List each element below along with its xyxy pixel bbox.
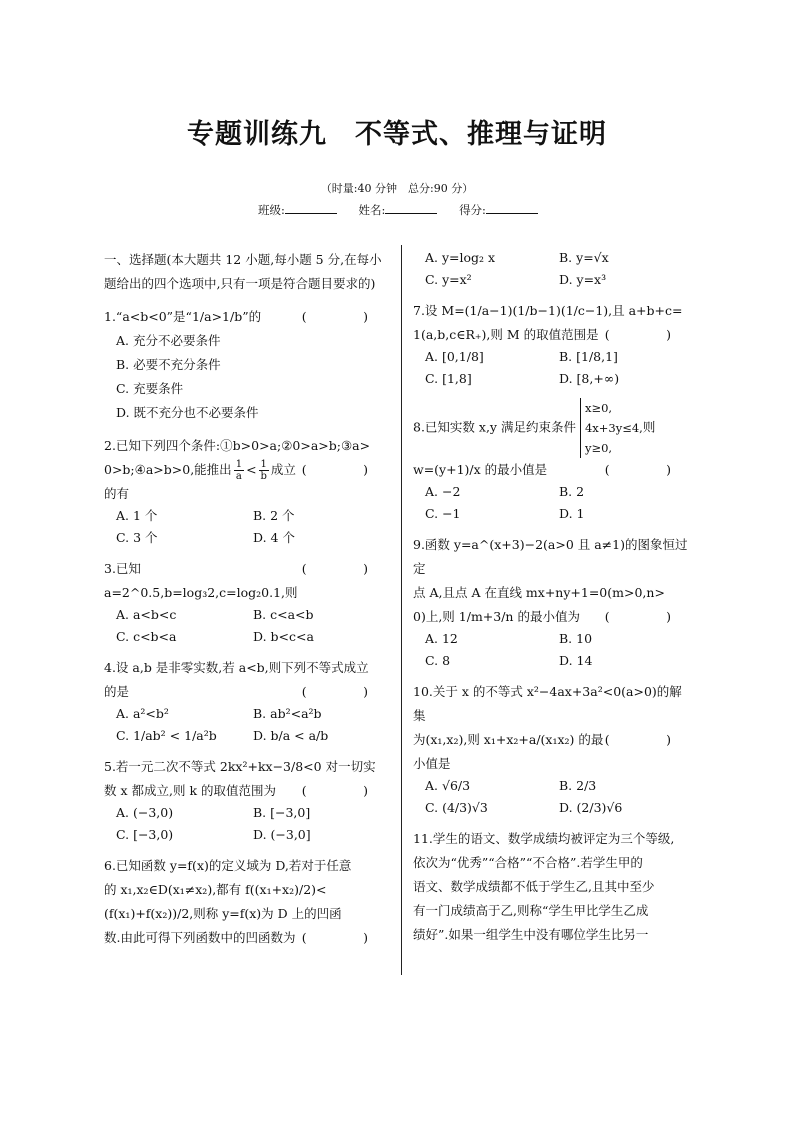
option-b: B. [1/8,1] <box>559 349 618 364</box>
option-d: D. (2/3)√6 <box>559 800 623 815</box>
question-11: 11.学生的语文、数学成绩均被评定为三个等级, 依次为“优秀”“合格”“不合格”.若学生甲的 语文、数学成绩都不低于学生乙,且其中至少 有一门成绩高于乙,则称“学生甲比学生乙成 绩好”.如果一组学生中没有哪位学生比另一 <box>413 831 675 942</box>
question-6-options <box>413 248 693 290</box>
option-b: B. 2/3 <box>559 778 597 793</box>
question-2: 2.已知下列四个条件:①b>0>a;②0>a>b;③a> ( ) 0>b;④a>b>0,能推出 $\frac{1}{a}$ < $\frac{1}{b}$ 成立的有 A. 1 个 B. 2 个 C. 3 个 D. 4 个 <box>104 434 390 548</box>
name-label: 姓名: <box>358 203 386 217</box>
constraint-system: x≥0, 4x+3y≤4, y≥0, <box>580 398 643 458</box>
question-5: 5.若一元二次不等式 2kx²+kx−3/8<0 对一切实 ( ) 数 x 都成立,则 k 的取值范围为 A. (−3,0) B. [−3,0] C. [−3,0) D. (−3,0] <box>104 755 390 845</box>
option-c: C. 8 <box>425 653 451 668</box>
option-c: C. c<b<a <box>116 629 177 644</box>
option-d: D. 1 <box>559 506 585 521</box>
option-d: D. y=x³ <box>559 272 607 287</box>
option-a: A. [0,1/8] <box>425 349 484 364</box>
column-divider <box>401 245 402 975</box>
option-d: D. 既不充分也不必要条件 <box>116 405 259 420</box>
option-b: B. 必要不充分条件 <box>116 357 221 372</box>
question-1: ( ) 1.“a<b<0”是“1/a>1/b”的 A. 充分不必要条件 B. 必要不充分条件 C. 充要条件 D. 既不充分也不必要条件 <box>104 305 390 425</box>
option-a: A. √6/3 <box>425 778 471 793</box>
option-a: A. a<b<c <box>116 607 177 622</box>
option-d: D. b<c<a <box>253 629 314 644</box>
option-a: A. −2 <box>425 484 461 499</box>
page-title: 专题训练九 不等式、推理与证明 <box>187 119 607 150</box>
option-a: A. 12 <box>425 631 458 646</box>
class-blank[interactable] <box>285 202 337 214</box>
option-b: B. 2 <box>559 484 585 499</box>
option-a: A. y=log₂ x <box>425 250 496 265</box>
option-c: C. 3 个 <box>116 530 158 545</box>
question-7: 7.设 M=(1/a−1)(1/b−1)(1/c−1),且 a+b+c= ( ) 1(a,b,c∈R₊),则 M 的取值范围是 A. [0,1/8] B. [1/8,1] C. [1,8] D. [8,+∞) <box>413 299 693 389</box>
option-a: A. a²<b² <box>116 706 169 721</box>
section-heading: 一、选择题(本大题共 12 小题,每小题 5 分,在每小题给出的四个选项中,只有一项是符合题目要求的) <box>104 252 382 291</box>
option-d: D. b/a < a/b <box>253 728 329 743</box>
question-4: 4.设 a,b 是非零实数,若 a<b,则下列不等式成立 ( ) 的是 A. a²<b² B. ab²<a²b C. 1/ab² < 1/a²b D. b/a < a/b <box>104 656 390 746</box>
option-d: D. (−3,0] <box>253 827 311 842</box>
left-column <box>104 248 390 959</box>
option-a: A. 充分不必要条件 <box>116 333 221 348</box>
name-blank[interactable] <box>385 202 437 214</box>
option-c: C. 充要条件 <box>116 381 184 396</box>
question-10: 10.关于 x 的不等式 x²−4ax+3a²<0(a>0)的解集 ( ) 为(x₁,x₂),则 x₁+x₂+a/(x₁x₂) 的最小值是 A. √6/3 B. 2/3 C. (4/3)√3 D. (2/3)√6 <box>413 680 693 818</box>
option-c: C. 1/ab² < 1/a²b <box>116 728 217 743</box>
option-d: D. 4 个 <box>253 530 295 545</box>
score-label: 得分: <box>459 203 486 217</box>
fraction: $\frac{1}{b}$ <box>260 459 267 482</box>
option-c: C. (4/3)√3 <box>425 800 488 815</box>
question-6: 6.已知函数 y=f(x)的定义域为 D,若对于任意 的 x₁,x₂∈D(x₁≠x₂),都有 f((x₁+x₂)/2)< (f(x₁)+f(x₂))/2,则称 y=f(x)为 D 上的凹函 ( ) 数.由此可得下列函数中的凹函数为 <box>104 858 390 945</box>
option-b: B. [−3,0] <box>253 805 311 820</box>
option-b: B. 10 <box>559 631 593 646</box>
score-blank[interactable] <box>486 202 538 214</box>
option-b: B. 2 个 <box>253 508 295 523</box>
class-label: 班级: <box>258 203 285 217</box>
option-b: B. y=√x <box>559 250 609 265</box>
option-c: C. y=x² <box>425 272 472 287</box>
option-a: A. (−3,0) <box>116 805 174 820</box>
option-c: C. [1,8] <box>425 371 472 386</box>
option-c: C. −1 <box>425 506 461 521</box>
right-column <box>413 248 693 956</box>
question-8: 8.已知实数 x,y 满足约束条件 x≥0, 4x+3y≤4, y≥0,则 ( ) w=(y+1)/x 的最小值是 A. −2 B. 2 C. −1 D. 1 <box>413 398 693 524</box>
time-score-info: （时量:40 分钟 总分:90 分） <box>320 182 474 195</box>
student-info-row <box>258 202 556 218</box>
question-9: 9.函数 y=a^(x+3)−2(a>0 且 a≠1)的图象恒过定 点 A,且点 A 在直线 mx+ny+1=0(m>0,n> ( ) 0)上,则 1/m+3/n 的最小值为 A. 12 B. 10 C. 8 D. 14 <box>413 533 693 671</box>
question-3: ( ) 3.已知 a=2^0.5,b=log₃2,c=log₂0.1,则 A. a<b<c B. c<a<b C. c<b<a D. b<c<a <box>104 557 390 647</box>
option-c: C. [−3,0) <box>116 827 174 842</box>
option-d: D. 14 <box>559 653 593 668</box>
option-b: B. c<a<b <box>253 607 314 622</box>
option-a: A. 1 个 <box>116 508 158 523</box>
option-d: D. [8,+∞) <box>559 371 620 386</box>
option-b: B. ab²<a²b <box>253 706 322 721</box>
fraction: $\frac{1}{a}$ <box>235 459 243 482</box>
